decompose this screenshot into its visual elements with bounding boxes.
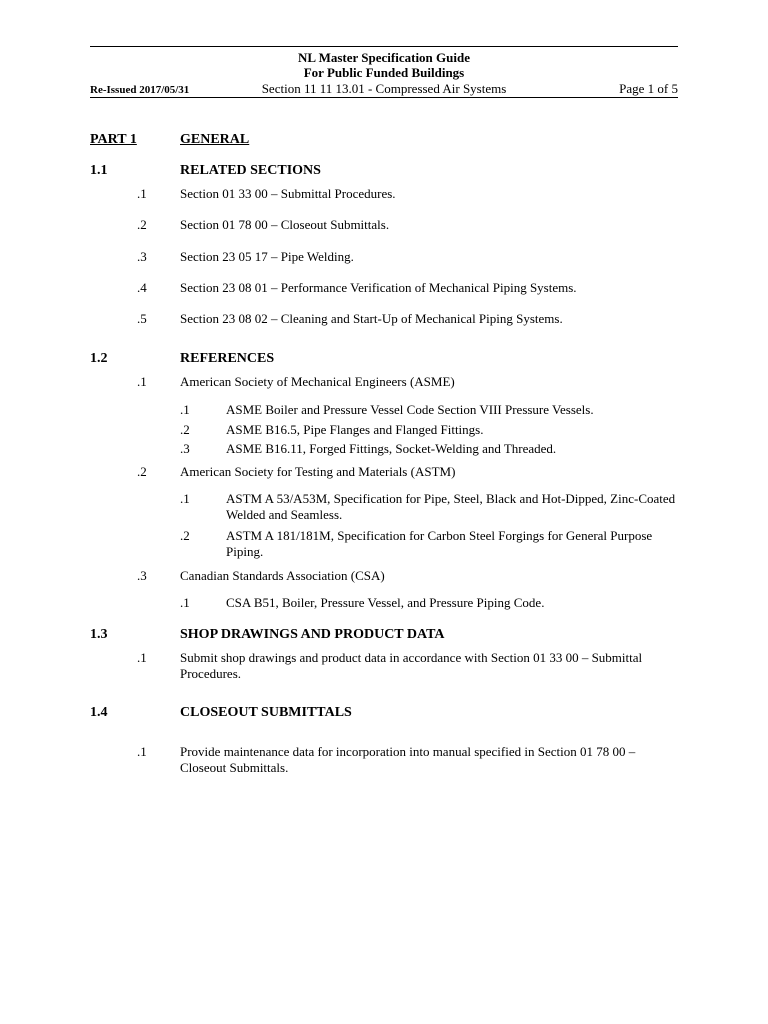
section-number: 1.4: [90, 705, 108, 720]
list-item: [0, 568, 768, 584]
sub-list-item: [0, 595, 768, 611]
item-text: Provide maintenance data for incorporation into manual specified in Section 01 78 00 – Closeout Submittals.: [180, 744, 636, 775]
part-heading: [0, 131, 768, 148]
section-heading: [0, 704, 768, 721]
item-number: .1: [137, 186, 147, 201]
section-title: SHOP DRAWINGS AND PRODUCT DATA: [180, 627, 445, 642]
item-number: .5: [137, 311, 147, 326]
sub-list-item: [0, 422, 768, 438]
section-heading: [0, 626, 768, 643]
sub-item-number: .2: [180, 422, 190, 437]
reissued-date: Re-Issued 2017/05/31: [90, 84, 190, 96]
item-text: Canadian Standards Association (CSA): [180, 568, 385, 583]
section-number: 1.1: [90, 163, 108, 178]
header-bottom-rule: [90, 97, 678, 98]
list-item: [0, 217, 768, 233]
item-number: .3: [137, 249, 147, 264]
item-number: .1: [137, 374, 147, 389]
item-text: Submit shop drawings and product data in accordance with Section 01 33 00 – Submittal Procedures.: [180, 650, 643, 681]
section-title: REFERENCES: [180, 351, 275, 366]
sub-item-number: .1: [180, 491, 190, 506]
sub-list-item: [0, 402, 768, 418]
sub-list-item: [0, 528, 768, 560]
sub-item-number: .3: [180, 441, 190, 456]
header-title-line1: NL Master Specification Guide: [297, 50, 470, 65]
item-number: .4: [137, 280, 147, 295]
page-number: Page 1 of 5: [619, 81, 678, 96]
section-title: Section 11 11 13.01 - Compressed Air Systems: [261, 81, 507, 96]
header-info-row: [90, 81, 678, 97]
sub-item-text: ASTM A 181/181M, Specification for Carbon Steel Forgings for General Purpose Piping.: [226, 528, 653, 559]
item-text: Section 23 05 17 – Pipe Welding.: [180, 249, 354, 264]
sub-item-text: ASME B16.5, Pipe Flanges and Flanged Fittings.: [226, 422, 484, 437]
section-number: 1.3: [90, 627, 108, 642]
item-number: .1: [137, 650, 147, 665]
item-number: .3: [137, 568, 147, 583]
list-item: [0, 311, 768, 327]
list-item: [0, 650, 768, 682]
header-title-line2: For Public Funded Buildings: [303, 65, 465, 80]
sub-item-text: ASTM A 53/A53M, Specification for Pipe, Steel, Black and Hot-Dipped, Zinc-Coated Welded and Seamless.: [226, 491, 676, 522]
list-item: [0, 280, 768, 296]
section-heading: [0, 350, 768, 367]
list-item: [0, 464, 768, 480]
list-item: [0, 186, 768, 202]
section-heading: [0, 162, 768, 179]
list-item: [0, 744, 768, 776]
item-number: .2: [137, 464, 147, 479]
item-text: Section 01 33 00 – Submittal Procedures.: [180, 186, 396, 201]
item-number: .2: [137, 217, 147, 232]
sub-list-item: [0, 441, 768, 457]
header-top-rule: [90, 46, 678, 47]
sub-list-item: [0, 491, 768, 523]
sub-item-number: .1: [180, 595, 190, 610]
item-text: Section 23 08 02 – Cleaning and Start-Up of Mechanical Piping Systems.: [180, 311, 563, 326]
list-item: [0, 249, 768, 265]
sub-item-text: ASME B16.11, Forged Fittings, Socket-Welding and Threaded.: [226, 441, 557, 456]
item-text: American Society for Testing and Materials (ASTM): [180, 464, 456, 479]
section-title: CLOSEOUT SUBMITTALS: [180, 705, 352, 720]
item-text: Section 23 08 01 – Performance Verification of Mechanical Piping Systems.: [180, 280, 577, 295]
item-number: .1: [137, 744, 147, 759]
sub-item-number: .1: [180, 402, 190, 417]
item-text: Section 01 78 00 – Closeout Submittals.: [180, 217, 390, 232]
sub-item-text: CSA B51, Boiler, Pressure Vessel, and Pressure Piping Code.: [226, 595, 545, 610]
section-number: 1.2: [90, 351, 108, 366]
part-number: PART 1: [90, 132, 137, 147]
list-item: [0, 374, 768, 390]
sub-item-text: ASME Boiler and Pressure Vessel Code Section VIII Pressure Vessels.: [226, 402, 594, 417]
part-title: GENERAL: [180, 132, 250, 147]
section-title: RELATED SECTIONS: [180, 163, 321, 178]
sub-item-number: .2: [180, 528, 190, 543]
item-text: American Society of Mechanical Engineers (ASME): [180, 374, 455, 389]
